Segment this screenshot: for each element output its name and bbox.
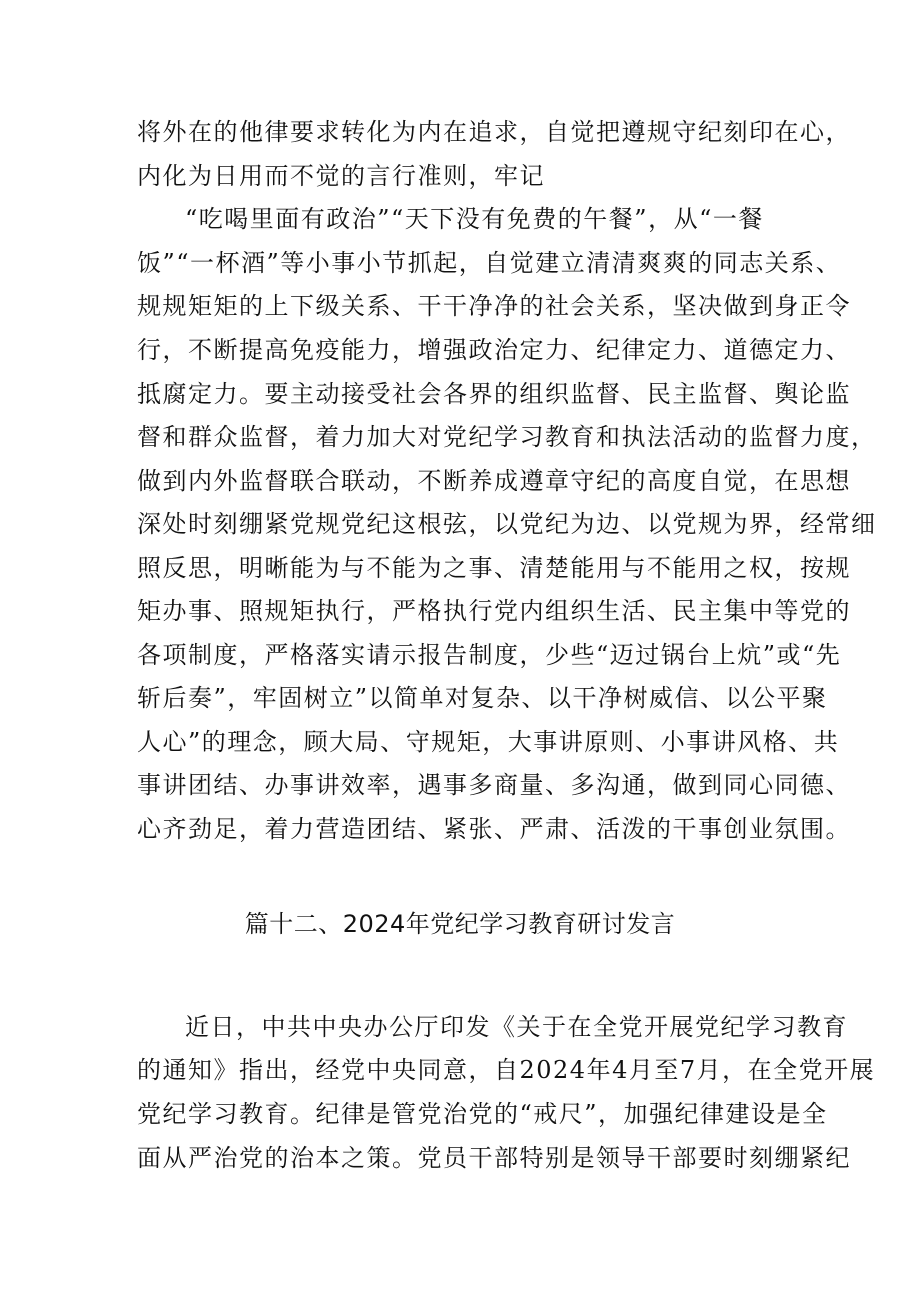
paragraph-first-line: “吃喝里面有政治”“天下没有免费的午餐”，从“一餐	[185, 205, 764, 233]
text-line: 面从严治党的治本之策。党员干部特别是领导干部要时刻绷紧纪	[137, 1144, 851, 1172]
text-line: 事讲团结、办事讲效率，遇事多商量、多沟通，做到同心同德、	[137, 771, 851, 799]
text-line: 矩办事、照规矩执行，严格执行党内组织生活、民主集中等党的	[137, 597, 851, 625]
text-line: 行，不断提高免疫能力，增强政治定力、纪律定力、道德定力、	[137, 336, 851, 364]
text-line: 心齐劲足，着力营造团结、紧张、严肃、活泼的干事创业氛围。	[137, 815, 851, 843]
text-line: 规规矩矩的上下级关系、干干净净的社会关系，坚决做到身正令	[137, 292, 851, 320]
text-line: 将外在的他律要求转化为内在追求，自觉把遵规守纪刻印在心，	[137, 118, 851, 146]
text-line: 的通知》指出，经党中央同意，自2024年4月至7月，在全党开展	[137, 1056, 876, 1084]
text-line: 斩后奏”，牢固树立”以简单对复杂、以干净树威信、以公平聚	[137, 684, 828, 712]
paragraph-first-line: 近日，中共中央办公厅印发《关于在全党开展党纪学习教育	[185, 1013, 848, 1041]
text-line: 深处时刻绷紧党规党纪这根弦，以党纪为边、以党规为界，经常细	[137, 510, 877, 538]
text-line: 各项制度，严格落实请示报告制度，少些“迈过锅台上炕”或“先	[137, 641, 842, 669]
text-line: 抵腐定力。要主动接受社会各界的组织监督、民主监督、舆论监	[137, 380, 851, 408]
text-line: 做到内外监督联合联动，不断养成遵章守纪的高度自觉，在思想	[137, 467, 851, 495]
text-line: 饭”“一杯酒”等小事小节抓起，自觉建立清清爽爽的同志关系、	[137, 249, 842, 277]
text-line: 党纪学习教育。纪律是管党治党的“戒尺”，加强纪律建设是全	[137, 1100, 828, 1128]
section-heading: 篇十二、2024年党纪学习教育研讨发言	[244, 910, 676, 938]
text-line: 督和群众监督，着力加大对党纪学习教育和执法活动的监督力度，	[137, 423, 877, 451]
text-line: 照反思，明晰能为与不能为之事、清楚能用与不能用之权，按规	[137, 554, 851, 582]
text-line: 内化为日用而不觉的言行准则，牢记	[137, 162, 545, 190]
text-line: 人心”的理念，顾大局、守规矩，大事讲原则、小事讲风格、共	[137, 728, 840, 756]
